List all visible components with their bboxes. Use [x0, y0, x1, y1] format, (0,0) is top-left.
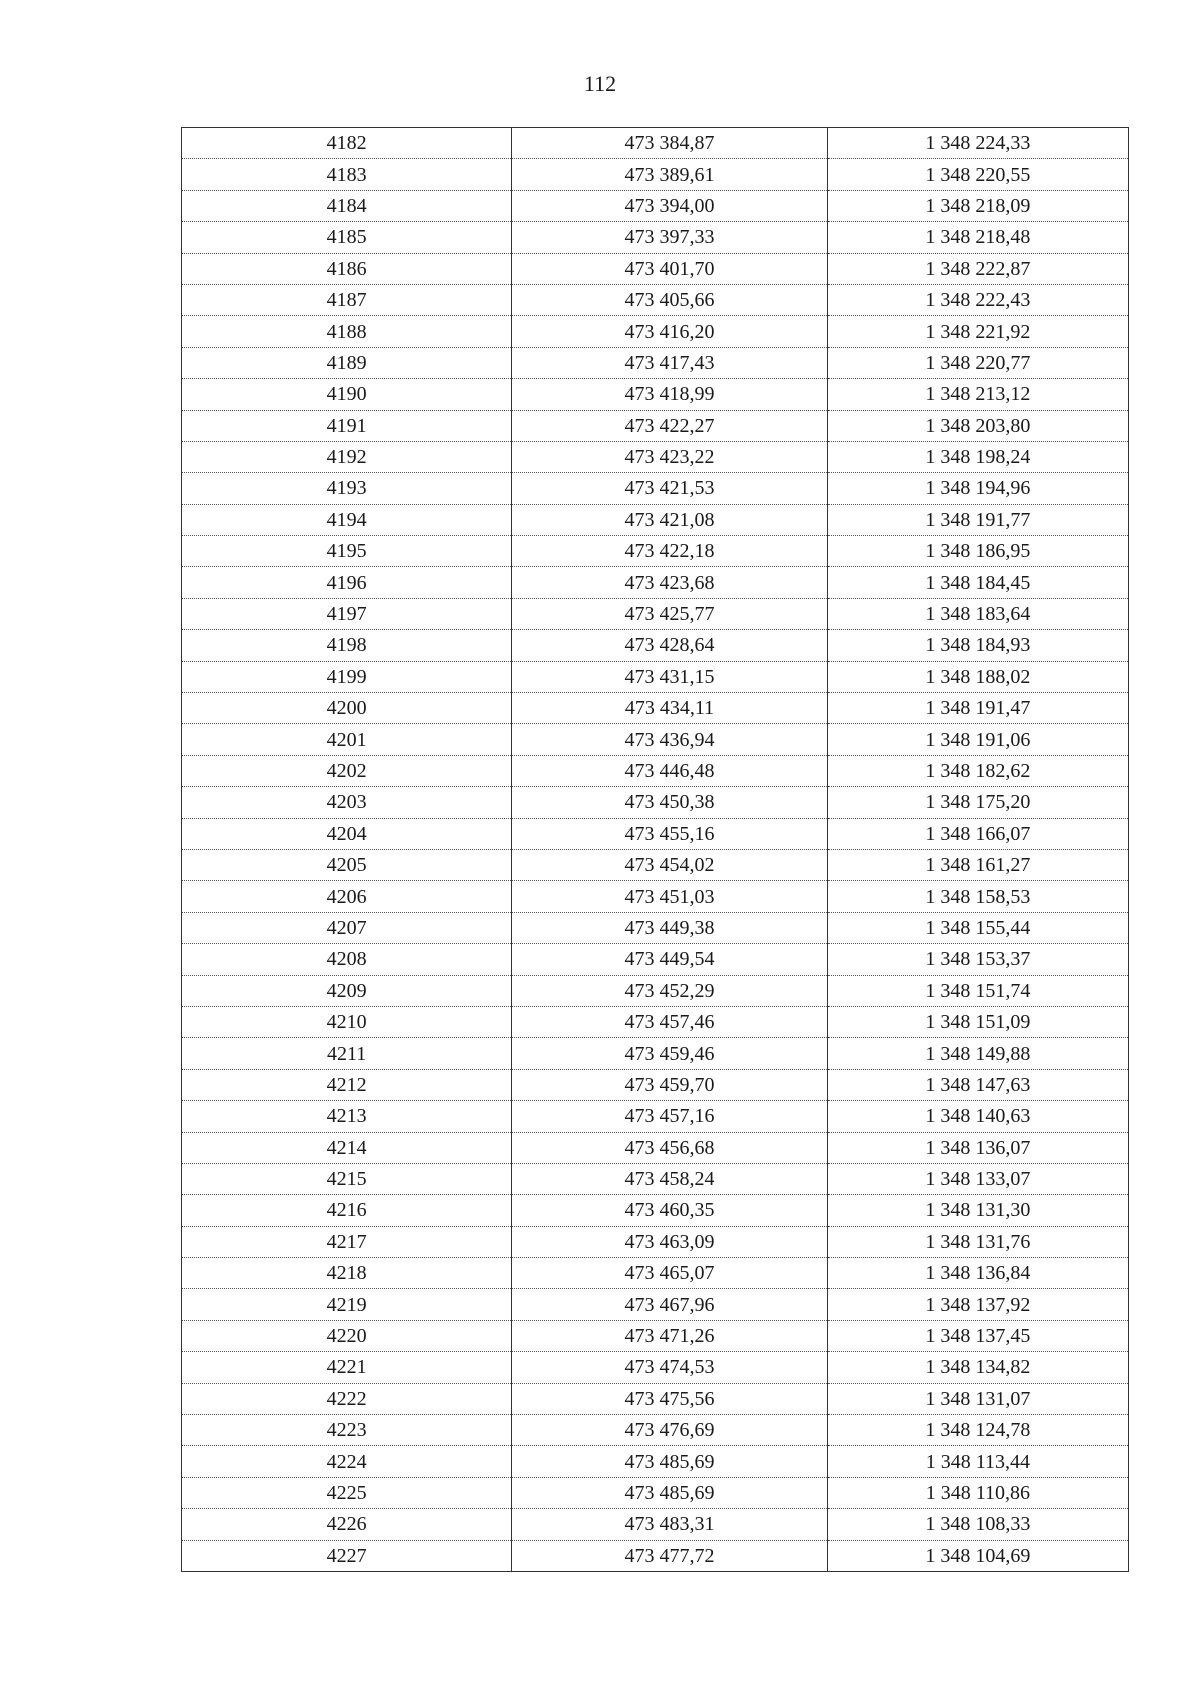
point-number-cell: 4213: [182, 1101, 512, 1132]
point-number-cell: 4225: [182, 1477, 512, 1508]
table-row: [182, 849, 1129, 880]
x-coordinate-cell: 473 457,16: [512, 1101, 827, 1132]
x-coordinate-cell: 473 428,64: [512, 630, 827, 661]
x-coordinate-cell: 473 477,72: [512, 1540, 827, 1571]
y-coordinate-cell: 1 348 131,30: [827, 1195, 1128, 1226]
x-coordinate-cell: 473 471,26: [512, 1320, 827, 1351]
point-number-cell: 4211: [182, 1038, 512, 1069]
x-coordinate-cell: 473 384,87: [512, 128, 827, 159]
table-row: [182, 284, 1129, 315]
table-row: [182, 975, 1129, 1006]
coordinates-table-body: [182, 128, 1129, 1572]
y-coordinate-cell: 1 348 113,44: [827, 1446, 1128, 1477]
y-coordinate-cell: 1 348 151,74: [827, 975, 1128, 1006]
y-coordinate-cell: 1 348 224,33: [827, 128, 1128, 159]
point-number-cell: 4214: [182, 1132, 512, 1163]
table-row: [182, 912, 1129, 943]
x-coordinate-cell: 473 422,27: [512, 410, 827, 441]
y-coordinate-cell: 1 348 137,92: [827, 1289, 1128, 1320]
table-row: [182, 347, 1129, 378]
x-coordinate-cell: 473 446,48: [512, 755, 827, 786]
point-number-cell: 4183: [182, 159, 512, 190]
x-coordinate-cell: 473 456,68: [512, 1132, 827, 1163]
x-coordinate-cell: 473 421,08: [512, 504, 827, 535]
point-number-cell: 4218: [182, 1258, 512, 1289]
x-coordinate-cell: 473 416,20: [512, 316, 827, 347]
table-row: [182, 128, 1129, 159]
point-number-cell: 4220: [182, 1320, 512, 1351]
point-number-cell: 4182: [182, 128, 512, 159]
x-coordinate-cell: 473 457,46: [512, 1006, 827, 1037]
x-coordinate-cell: 473 423,22: [512, 441, 827, 472]
x-coordinate-cell: 473 467,96: [512, 1289, 827, 1320]
x-coordinate-cell: 473 449,54: [512, 944, 827, 975]
y-coordinate-cell: 1 348 220,77: [827, 347, 1128, 378]
table-row: [182, 1415, 1129, 1446]
y-coordinate-cell: 1 348 188,02: [827, 661, 1128, 692]
y-coordinate-cell: 1 348 186,95: [827, 536, 1128, 567]
y-coordinate-cell: 1 348 104,69: [827, 1540, 1128, 1571]
table-row: [182, 1163, 1129, 1194]
x-coordinate-cell: 473 483,31: [512, 1509, 827, 1540]
y-coordinate-cell: 1 348 131,76: [827, 1226, 1128, 1257]
table-row: [182, 1101, 1129, 1132]
table-row: [182, 1132, 1129, 1163]
x-coordinate-cell: 473 463,09: [512, 1226, 827, 1257]
x-coordinate-cell: 473 458,24: [512, 1163, 827, 1194]
x-coordinate-cell: 473 459,70: [512, 1069, 827, 1100]
y-coordinate-cell: 1 348 147,63: [827, 1069, 1128, 1100]
point-number-cell: 4208: [182, 944, 512, 975]
table-row: [182, 1446, 1129, 1477]
y-coordinate-cell: 1 348 110,86: [827, 1477, 1128, 1508]
x-coordinate-cell: 473 436,94: [512, 724, 827, 755]
table-row: [182, 1477, 1129, 1508]
table-row: [182, 1352, 1129, 1383]
table-row: [182, 944, 1129, 975]
point-number-cell: 4185: [182, 222, 512, 253]
table-row: [182, 1006, 1129, 1037]
point-number-cell: 4187: [182, 284, 512, 315]
x-coordinate-cell: 473 474,53: [512, 1352, 827, 1383]
y-coordinate-cell: 1 348 140,63: [827, 1101, 1128, 1132]
x-coordinate-cell: 473 476,69: [512, 1415, 827, 1446]
y-coordinate-cell: 1 348 184,45: [827, 567, 1128, 598]
point-number-cell: 4203: [182, 787, 512, 818]
y-coordinate-cell: 1 348 184,93: [827, 630, 1128, 661]
table-row: [182, 379, 1129, 410]
table-row: [182, 1509, 1129, 1540]
table-row: [182, 567, 1129, 598]
point-number-cell: 4221: [182, 1352, 512, 1383]
point-number-cell: 4210: [182, 1006, 512, 1037]
y-coordinate-cell: 1 348 213,12: [827, 379, 1128, 410]
x-coordinate-cell: 473 434,11: [512, 693, 827, 724]
point-number-cell: 4186: [182, 253, 512, 284]
table-row: [182, 536, 1129, 567]
y-coordinate-cell: 1 348 175,20: [827, 787, 1128, 818]
point-number-cell: 4224: [182, 1446, 512, 1477]
point-number-cell: 4227: [182, 1540, 512, 1571]
table-row: [182, 881, 1129, 912]
point-number-cell: 4219: [182, 1289, 512, 1320]
x-coordinate-cell: 473 394,00: [512, 190, 827, 221]
point-number-cell: 4184: [182, 190, 512, 221]
point-number-cell: 4192: [182, 441, 512, 472]
y-coordinate-cell: 1 348 191,06: [827, 724, 1128, 755]
table-row: [182, 316, 1129, 347]
table-row: [182, 410, 1129, 441]
y-coordinate-cell: 1 348 221,92: [827, 316, 1128, 347]
point-number-cell: 4189: [182, 347, 512, 378]
x-coordinate-cell: 473 451,03: [512, 881, 827, 912]
point-number-cell: 4190: [182, 379, 512, 410]
y-coordinate-cell: 1 348 131,07: [827, 1383, 1128, 1414]
point-number-cell: 4191: [182, 410, 512, 441]
table-row: [182, 222, 1129, 253]
table-row: [182, 755, 1129, 786]
point-number-cell: 4222: [182, 1383, 512, 1414]
x-coordinate-cell: 473 454,02: [512, 849, 827, 880]
y-coordinate-cell: 1 348 134,82: [827, 1352, 1128, 1383]
y-coordinate-cell: 1 348 133,07: [827, 1163, 1128, 1194]
x-coordinate-cell: 473 460,35: [512, 1195, 827, 1226]
y-coordinate-cell: 1 348 158,53: [827, 881, 1128, 912]
x-coordinate-cell: 473 450,38: [512, 787, 827, 818]
y-coordinate-cell: 1 348 198,24: [827, 441, 1128, 472]
coordinates-table: [181, 127, 1129, 1572]
x-coordinate-cell: 473 418,99: [512, 379, 827, 410]
y-coordinate-cell: 1 348 194,96: [827, 473, 1128, 504]
y-coordinate-cell: 1 348 161,27: [827, 849, 1128, 880]
table-row: [182, 818, 1129, 849]
x-coordinate-cell: 473 459,46: [512, 1038, 827, 1069]
x-coordinate-cell: 473 423,68: [512, 567, 827, 598]
y-coordinate-cell: 1 348 220,55: [827, 159, 1128, 190]
point-number-cell: 4195: [182, 536, 512, 567]
point-number-cell: 4226: [182, 1509, 512, 1540]
table-row: [182, 693, 1129, 724]
point-number-cell: 4199: [182, 661, 512, 692]
x-coordinate-cell: 473 449,38: [512, 912, 827, 943]
x-coordinate-cell: 473 465,07: [512, 1258, 827, 1289]
point-number-cell: 4216: [182, 1195, 512, 1226]
table-row: [182, 441, 1129, 472]
table-row: [182, 1383, 1129, 1414]
x-coordinate-cell: 473 417,43: [512, 347, 827, 378]
y-coordinate-cell: 1 348 151,09: [827, 1006, 1128, 1037]
table-row: [182, 1226, 1129, 1257]
point-number-cell: 4202: [182, 755, 512, 786]
table-row: [182, 598, 1129, 629]
x-coordinate-cell: 473 452,29: [512, 975, 827, 1006]
x-coordinate-cell: 473 425,77: [512, 598, 827, 629]
y-coordinate-cell: 1 348 183,64: [827, 598, 1128, 629]
point-number-cell: 4206: [182, 881, 512, 912]
table-row: [182, 787, 1129, 818]
y-coordinate-cell: 1 348 124,78: [827, 1415, 1128, 1446]
point-number-cell: 4207: [182, 912, 512, 943]
y-coordinate-cell: 1 348 203,80: [827, 410, 1128, 441]
point-number-cell: 4223: [182, 1415, 512, 1446]
point-number-cell: 4200: [182, 693, 512, 724]
point-number-cell: 4201: [182, 724, 512, 755]
x-coordinate-cell: 473 422,18: [512, 536, 827, 567]
point-number-cell: 4197: [182, 598, 512, 629]
table-row: [182, 630, 1129, 661]
x-coordinate-cell: 473 397,33: [512, 222, 827, 253]
point-number-cell: 4209: [182, 975, 512, 1006]
x-coordinate-cell: 473 389,61: [512, 159, 827, 190]
point-number-cell: 4212: [182, 1069, 512, 1100]
table-row: [182, 504, 1129, 535]
point-number-cell: 4188: [182, 316, 512, 347]
y-coordinate-cell: 1 348 191,77: [827, 504, 1128, 535]
table-row: [182, 159, 1129, 190]
x-coordinate-cell: 473 431,15: [512, 661, 827, 692]
x-coordinate-cell: 473 475,56: [512, 1383, 827, 1414]
y-coordinate-cell: 1 348 191,47: [827, 693, 1128, 724]
y-coordinate-cell: 1 348 153,37: [827, 944, 1128, 975]
y-coordinate-cell: 1 348 218,48: [827, 222, 1128, 253]
table-row: [182, 1289, 1129, 1320]
x-coordinate-cell: 473 421,53: [512, 473, 827, 504]
point-number-cell: 4204: [182, 818, 512, 849]
table-row: [182, 1540, 1129, 1571]
x-coordinate-cell: 473 405,66: [512, 284, 827, 315]
point-number-cell: 4193: [182, 473, 512, 504]
table-row: [182, 1320, 1129, 1351]
y-coordinate-cell: 1 348 222,43: [827, 284, 1128, 315]
y-coordinate-cell: 1 348 136,07: [827, 1132, 1128, 1163]
y-coordinate-cell: 1 348 182,62: [827, 755, 1128, 786]
y-coordinate-cell: 1 348 108,33: [827, 1509, 1128, 1540]
table-row: [182, 190, 1129, 221]
point-number-cell: 4198: [182, 630, 512, 661]
table-row: [182, 253, 1129, 284]
page-number: 112: [583, 71, 617, 96]
x-coordinate-cell: 473 485,69: [512, 1477, 827, 1508]
y-coordinate-cell: 1 348 136,84: [827, 1258, 1128, 1289]
y-coordinate-cell: 1 348 137,45: [827, 1320, 1128, 1351]
table-row: [182, 661, 1129, 692]
point-number-cell: 4194: [182, 504, 512, 535]
table-row: [182, 1258, 1129, 1289]
point-number-cell: 4215: [182, 1163, 512, 1194]
y-coordinate-cell: 1 348 218,09: [827, 190, 1128, 221]
table-row: [182, 1038, 1129, 1069]
point-number-cell: 4196: [182, 567, 512, 598]
y-coordinate-cell: 1 348 222,87: [827, 253, 1128, 284]
y-coordinate-cell: 1 348 166,07: [827, 818, 1128, 849]
y-coordinate-cell: 1 348 155,44: [827, 912, 1128, 943]
point-number-cell: 4205: [182, 849, 512, 880]
table-row: [182, 1069, 1129, 1100]
y-coordinate-cell: 1 348 149,88: [827, 1038, 1128, 1069]
table-row: [182, 473, 1129, 504]
x-coordinate-cell: 473 455,16: [512, 818, 827, 849]
x-coordinate-cell: 473 401,70: [512, 253, 827, 284]
point-number-cell: 4217: [182, 1226, 512, 1257]
table-row: [182, 1195, 1129, 1226]
x-coordinate-cell: 473 485,69: [512, 1446, 827, 1477]
table-row: [182, 724, 1129, 755]
